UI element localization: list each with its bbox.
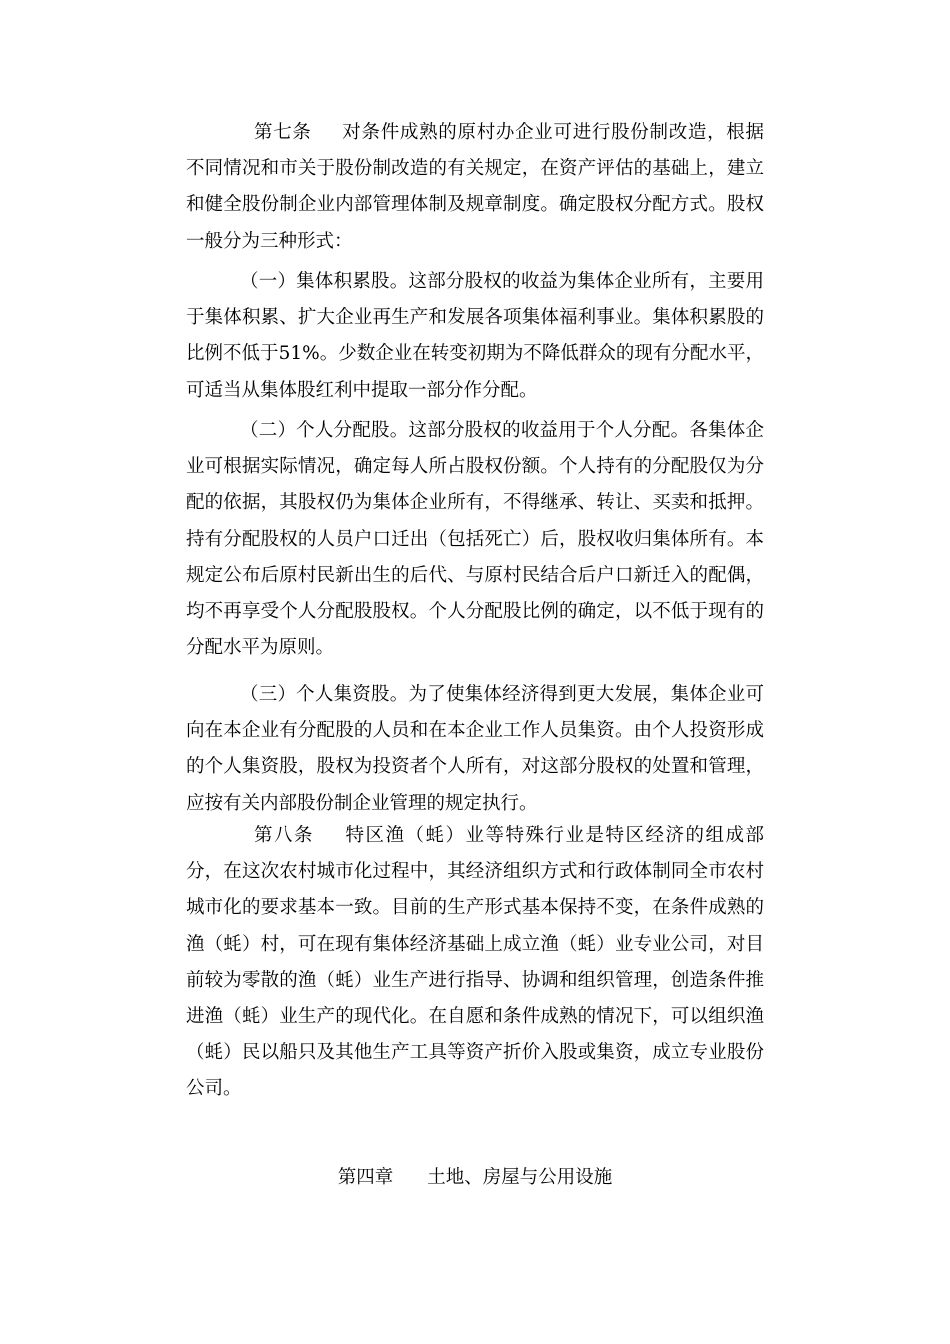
article-7-text: 对条件成熟的原村办企业可进行股份制改造，根据不同情况和市关于股份制改造的有关规定，在资产评估的基础上，建立和健全股份制企业内部管理体制及规章制度。确定股权分配方式。股权一般分为三种形式： [186, 122, 764, 252]
article-7-label: 第七条 [254, 122, 312, 143]
item-3-paragraph: （三）个人集资股。为了使集体经济得到更大发展，集体企业可向在本企业有分配股的人员和在本企业工作人员集资。由个人投资形成的个人集资股，股权为投资者个人所有，对这部分股权的处置和管理，应按有关内部股份制企业管理的规定执行。 [186, 684, 764, 814]
article-8-label: 第八条 [254, 825, 314, 846]
chapter-4-title: 土地、房屋与公用设施 [427, 1167, 613, 1188]
article-8-text: 特区渔（蚝）业等特殊行业是特区经济的组成部分，在这次农村城市化过程中，其经济组织方式和行政体制同全市农村城市化的要求基本一致。目前的生产形式基本保持不变，在条件成熟的渔（蚝）村，可在现有集体经济基础上成立渔（蚝）业专业公司，对目前较为零散的渔（蚝）业生产进行指导、协调和组织管理，创造条件推进渔（蚝）业生产的现代化。在自愿和条件成熟的情况下，可以组织渔（蚝）民以船只及其他生产工具等资产折价入股或集资，成立专业股份公司。 [186, 825, 764, 1100]
chapter-4-label: 第四章 [337, 1167, 394, 1188]
article-8-paragraph [186, 818, 764, 1108]
article-7-paragraph [186, 115, 764, 260]
chapter-4-heading [186, 1163, 764, 1193]
item-1-paragraph: （一）集体积累股。这部分股权的收益为集体企业所有，主要用于集体积累、扩大企业再生产和发展各项集体福利事业。集体积累股的比例不低于51%。少数企业在转变初期为不降低群众的现有分配水平，可适当从集体股红利中提取一部分作分配。 [186, 271, 764, 401]
item-2-paragraph: （二）个人分配股。这部分股权的收益用于个人分配。各集体企业可根据实际情况，确定每人所占股权份额。个人持有的分配股仅为分配的依据，其股权仍为集体企业所有，不得继承、转让、买卖和抵押。持有分配股权的人员户口迁出（包括死亡）后，股权收归集体所有。本规定公布后原村民新出生的后代、与原村民结合后户口新迁入的配偶，均不再享受个人分配股股权。个人分配股比例的确定，以不低于现有的分配水平为原则。 [186, 420, 764, 659]
